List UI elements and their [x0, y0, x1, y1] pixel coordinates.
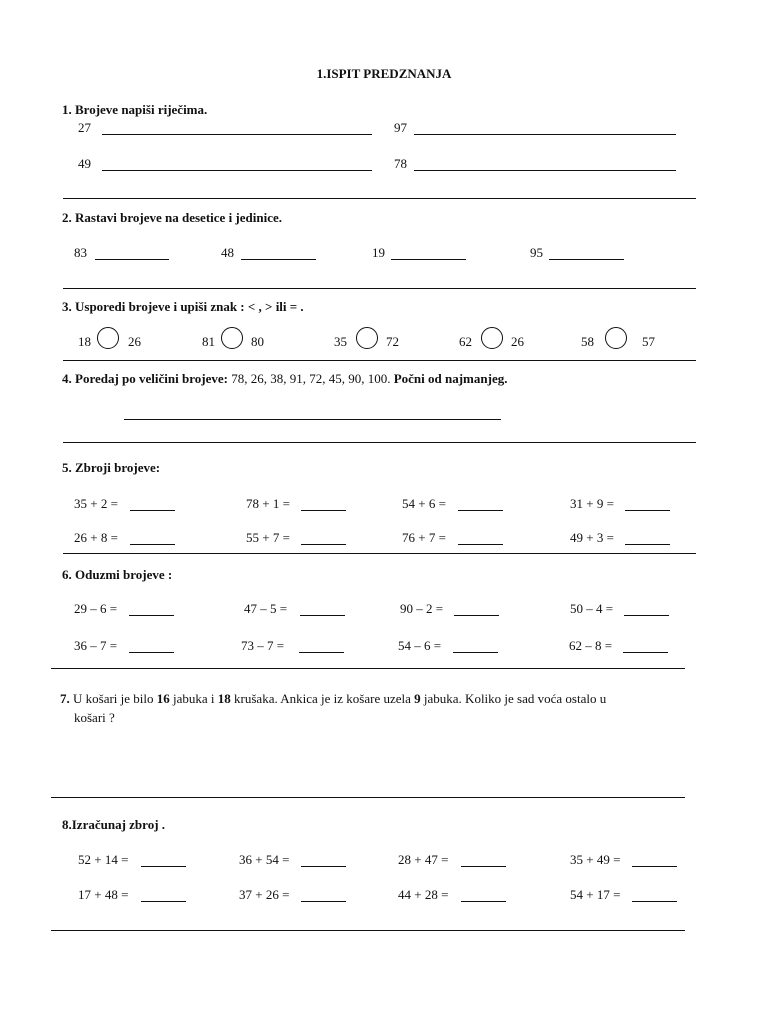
q2-heading: 2. Rastavi brojeve na desetice i jedinice. — [62, 210, 282, 225]
q6-answer-blank[interactable] — [129, 652, 174, 653]
section-divider — [51, 930, 685, 931]
q6-answer-blank[interactable] — [453, 652, 498, 653]
q8-expression: 35 + 49 = — [570, 852, 621, 867]
q3-left-number: 18 — [78, 334, 91, 349]
q5-expression: 55 + 7 = — [246, 530, 290, 545]
q6-answer-blank[interactable] — [623, 652, 668, 653]
q5-expression: 35 + 2 = — [74, 496, 118, 511]
q8-expression: 17 + 48 = — [78, 887, 129, 902]
q5-expression: 76 + 7 = — [402, 530, 446, 545]
q3-heading: 3. Usporedi brojeve i upiši znak : < , > ili = . — [62, 299, 304, 314]
q6-answer-blank[interactable] — [129, 615, 174, 616]
q8-answer-blank[interactable] — [461, 866, 506, 867]
q1-answer-line-3[interactable] — [102, 170, 372, 171]
q6-heading: 6. Oduzmi brojeve : — [62, 567, 173, 582]
section-divider — [63, 553, 696, 554]
q7-text: jabuka. Koliko je sad voća ostalo u — [420, 691, 607, 706]
q6-expression: 47 – 5 = — [244, 601, 288, 616]
q2-number-4: 95 — [530, 245, 543, 260]
q6-expression: 73 – 7 = — [241, 638, 285, 653]
q4-heading — [62, 371, 507, 387]
q3-right-number: 72 — [386, 334, 399, 349]
q2-answer-line-2[interactable] — [241, 259, 316, 260]
q1-answer-line-2[interactable] — [414, 134, 676, 135]
q8-expression: 37 + 26 = — [239, 887, 290, 902]
q5-expression: 26 + 8 = — [74, 530, 118, 545]
q1-number-4: 78 — [394, 156, 407, 171]
q6-expression: 36 – 7 = — [74, 638, 118, 653]
q7-text: jabuka i — [169, 691, 218, 706]
section-divider — [51, 668, 685, 669]
section-divider — [63, 442, 696, 443]
q5-answer-blank[interactable] — [301, 510, 346, 511]
q5-answer-blank[interactable] — [130, 510, 175, 511]
q1-heading: 1. Brojeve napiši riječima. — [62, 102, 208, 117]
q3-left-number: 81 — [202, 334, 215, 349]
q4-heading-end: Počni od najmanjeg. — [393, 371, 508, 386]
q8-answer-blank[interactable] — [301, 901, 346, 902]
q3-right-number: 26 — [511, 334, 524, 349]
q6-expression: 54 – 6 = — [398, 638, 442, 653]
q2-answer-line-3[interactable] — [391, 259, 466, 260]
q2-answer-line-4[interactable] — [549, 259, 624, 260]
q8-expression: 28 + 47 = — [398, 852, 449, 867]
q6-answer-blank[interactable] — [300, 615, 345, 616]
q2-number-1: 83 — [74, 245, 87, 260]
q5-answer-blank[interactable] — [458, 510, 503, 511]
q5-expression: 54 + 6 = — [402, 496, 446, 511]
q6-answer-blank[interactable] — [624, 615, 669, 616]
q3-right-number: 57 — [642, 334, 655, 349]
q4-answer-line[interactable] — [124, 419, 501, 420]
section-divider — [51, 797, 685, 798]
q1-number-3: 49 — [78, 156, 91, 171]
q8-answer-blank[interactable] — [632, 866, 677, 867]
q8-answer-blank[interactable] — [301, 866, 346, 867]
section-divider — [63, 360, 696, 361]
q5-expression: 49 + 3 = — [570, 530, 614, 545]
q7-value: 18 — [217, 691, 231, 706]
q7-text-line-1 — [60, 691, 606, 707]
q7-text: krušaka. Ankica je iz košare uzela — [230, 691, 415, 706]
q5-expression: 31 + 9 = — [570, 496, 614, 511]
q3-compare-circle[interactable] — [97, 327, 119, 349]
q3-compare-circle[interactable] — [481, 327, 503, 349]
q5-answer-blank[interactable] — [625, 510, 670, 511]
q6-answer-blank[interactable] — [454, 615, 499, 616]
q6-answer-blank[interactable] — [299, 652, 344, 653]
q8-expression: 36 + 54 = — [239, 852, 290, 867]
q5-answer-blank[interactable] — [301, 544, 346, 545]
q3-left-number: 35 — [334, 334, 347, 349]
q7-value: 9 — [414, 691, 421, 706]
q8-answer-blank[interactable] — [141, 901, 186, 902]
q4-numbers: 78, 26, 38, 91, 72, 45, 90, 100. — [227, 371, 394, 386]
q8-answer-blank[interactable] — [632, 901, 677, 902]
q3-compare-circle[interactable] — [605, 327, 627, 349]
page-title: 1.ISPIT PREDZNANJA — [316, 66, 452, 81]
q5-answer-blank[interactable] — [130, 544, 175, 545]
q7-number: 7. — [60, 691, 70, 706]
q5-answer-blank[interactable] — [625, 544, 670, 545]
q1-number-1: 27 — [78, 120, 91, 135]
q6-expression: 90 – 2 = — [400, 601, 444, 616]
q3-compare-circle[interactable] — [356, 327, 378, 349]
q3-left-number: 58 — [581, 334, 594, 349]
q8-answer-blank[interactable] — [461, 901, 506, 902]
q2-number-3: 19 — [372, 245, 385, 260]
q8-expression: 44 + 28 = — [398, 887, 449, 902]
q6-expression: 50 – 4 = — [570, 601, 614, 616]
q4-heading-start: 4. Poredaj po veličini brojeve: — [62, 371, 228, 386]
q7-value: 16 — [156, 691, 170, 706]
q5-answer-blank[interactable] — [458, 544, 503, 545]
q2-answer-line-1[interactable] — [95, 259, 169, 260]
q7-text-line-2: košari ? — [74, 710, 115, 725]
q8-heading: 8.Izračunaj zbroj . — [62, 817, 166, 832]
q3-compare-circle[interactable] — [221, 327, 243, 349]
q8-expression: 54 + 17 = — [570, 887, 621, 902]
section-divider — [63, 198, 696, 199]
q1-number-2: 97 — [394, 120, 407, 135]
q5-expression: 78 + 1 = — [246, 496, 290, 511]
q2-number-2: 48 — [221, 245, 234, 260]
q3-left-number: 62 — [459, 334, 472, 349]
q7-text: U košari je bilo — [69, 691, 157, 706]
q1-answer-line-4[interactable] — [414, 170, 676, 171]
q6-expression: 29 – 6 = — [74, 601, 118, 616]
section-divider — [63, 288, 696, 289]
q3-right-number: 80 — [251, 334, 264, 349]
q5-heading: 5. Zbroji brojeve: — [62, 460, 161, 475]
q8-answer-blank[interactable] — [141, 866, 186, 867]
q8-expression: 52 + 14 = — [78, 852, 129, 867]
q1-answer-line-1[interactable] — [102, 134, 372, 135]
q6-expression: 62 – 8 = — [569, 638, 613, 653]
q3-right-number: 26 — [128, 334, 141, 349]
